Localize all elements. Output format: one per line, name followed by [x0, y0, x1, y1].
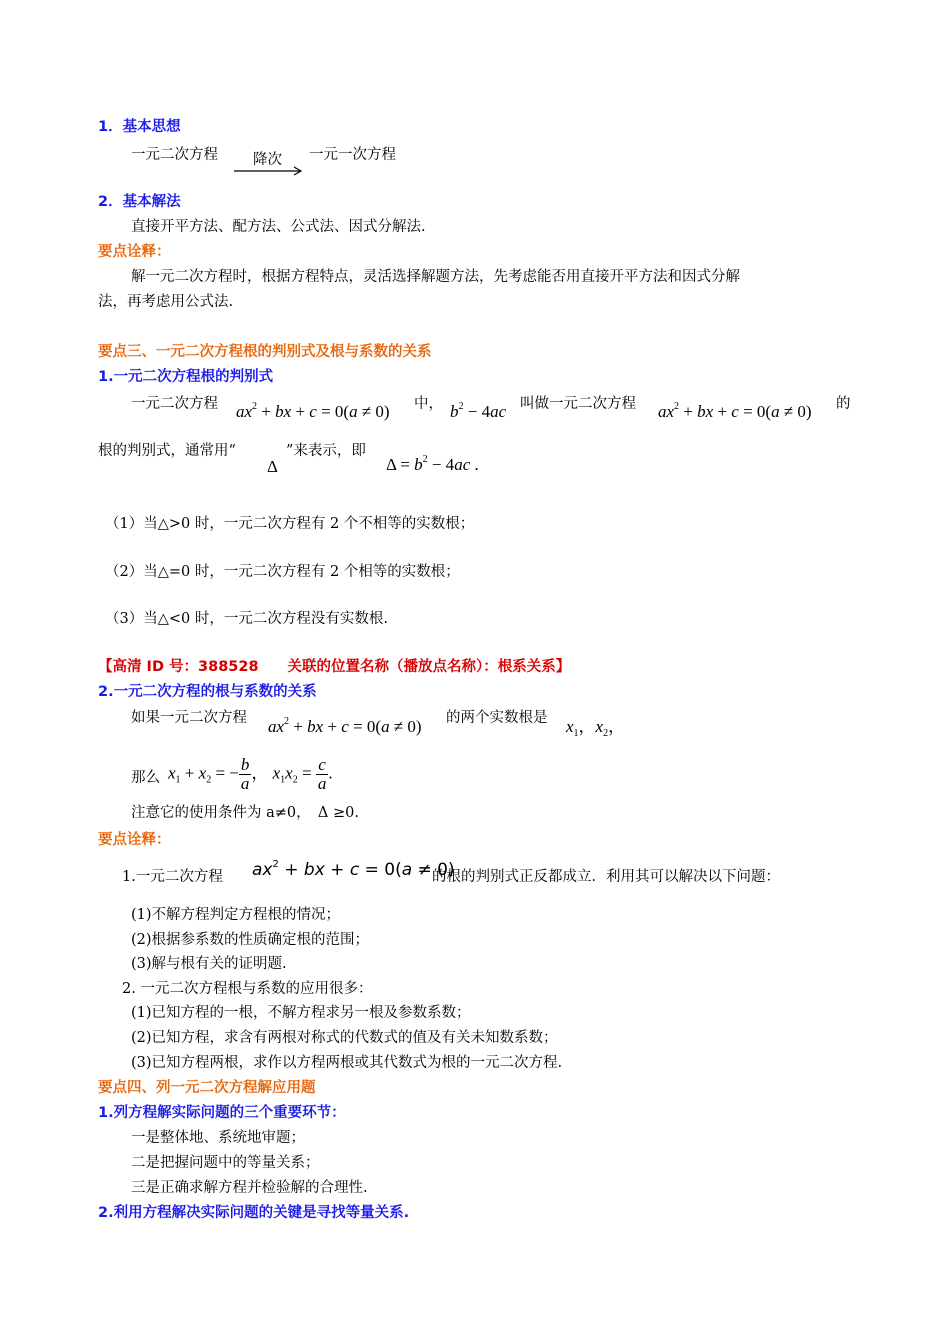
step-2: 二是把握问题中的等量关系；	[131, 1155, 320, 1171]
methods-text: 直接开平方法、配方法、公式法、因式分解法.	[131, 219, 426, 235]
heading-point-four: 要点四、列一元二次方程解应用题	[98, 1080, 316, 1096]
vieta-formulas: $x_1 + x_2$ = − $\frac{b}{a}$ ， $x_1x_2$ = $\frac{c}{a}$ .	[168, 755, 333, 793]
point-2-item-2: (2)已知方程，求含有两根对称式的代数式的值及有关未知数系数；	[131, 1030, 558, 1046]
heading-point-three: 要点三、一元二次方程根的判别式及根与系数的关系	[98, 344, 432, 360]
subheading-key-point: 2.利用方程解决实际问题的关键是寻找等量关系.	[98, 1205, 410, 1221]
note-text-line2: 法，再考虑用公式法.	[98, 294, 234, 310]
step-1: 一是整体地、系统地审题；	[131, 1130, 305, 1146]
equation-delta-def: $\Delta = b^2 - 4ac$ .	[386, 454, 479, 474]
note-text-line1: 解一元二次方程时，根据方程特点，灵活选择解题方法，先考虑能否用直接开平方法和因式分解	[131, 269, 740, 285]
vieta-text-3: 那么	[131, 770, 160, 786]
equation-quadratic: $ax^2$ + bx + c = 0(a ≠ 0)	[236, 401, 390, 421]
disc-text-1: 一元二次方程	[131, 396, 218, 412]
subheading-discriminant: 1.一元二次方程根的判别式	[98, 369, 274, 385]
section-title-basic-methods: 2．基本解法	[98, 194, 181, 210]
case-negative: （3）当△<0 时，一元二次方程没有实数根.	[105, 611, 388, 627]
section-title-basic-idea: 1．基本思想	[98, 119, 181, 135]
subheading-vieta: 2.一元二次方程的根与系数的关系	[98, 684, 317, 700]
point-2-item-1: (1)已知方程的一根，不解方程求另一根及参数系数；	[131, 1005, 471, 1021]
arrow-icon	[234, 166, 306, 178]
hd-id-reference: 【高清 ID 号：388528 关联的位置名称（播放点名称）：根系关系】	[98, 659, 571, 675]
point-2-item-3: (3)已知方程两根，求作以方程两根或其代数式为根的一元二次方程.	[131, 1055, 563, 1071]
point-1-text-a: 1.一元二次方程	[122, 869, 223, 885]
equation-discriminant: $b^2 - 4ac$	[450, 401, 507, 421]
disc-text-3: 叫做一元二次方程	[520, 396, 636, 412]
vieta-condition: 注意它的使用条件为 a≠0， Δ ≥0.	[131, 805, 359, 821]
subheading-three-steps: 1.列方程解实际问题的三个重要环节：	[98, 1105, 346, 1121]
point-1-item-2: (2)根据参系数的性质确定根的范围；	[131, 932, 370, 948]
arrow-label: 降次	[253, 152, 282, 168]
step-3: 三是正确求解方程并检验解的合理性.	[131, 1180, 368, 1196]
equation-quadratic-3: $ax^2$ + bx + c = 0(a ≠ 0)	[268, 716, 422, 736]
note-label: 要点诠释：	[98, 244, 171, 260]
to-label: 一元一次方程	[309, 147, 396, 163]
disc-text-2: 中，	[414, 396, 443, 412]
point-1-text-b: 的根的判别式正反都成立．利用其可以解决以下问题：	[432, 869, 780, 885]
case-positive: （1）当△>0 时，一元二次方程有 2 个不相等的实数根；	[105, 516, 475, 532]
note-label-2: 要点诠释：	[98, 832, 171, 848]
from-label: 一元二次方程	[131, 147, 218, 163]
vieta-text-2: 的两个实数根是	[446, 710, 548, 726]
point-1-item-1: (1)不解方程判定方程根的情况；	[131, 907, 341, 923]
point-1-item-3: (3)解与根有关的证明题.	[131, 956, 287, 972]
equation-quadratic-2: $ax^2$ + bx + c = 0(a ≠ 0)	[658, 401, 812, 421]
disc-text-5: 根的判别式，通常用“	[98, 443, 236, 459]
disc-text-4: 的	[836, 396, 851, 412]
delta-symbol: Δ	[267, 457, 278, 476]
point-2-text: 2. 一元二次方程根与系数的应用很多：	[122, 981, 373, 997]
roots-x1-x2: $x_1$，$x_2$，	[566, 717, 626, 739]
vieta-text-1: 如果一元二次方程	[131, 710, 247, 726]
case-zero: （2）当△=0 时，一元二次方程有 2 个相等的实数根；	[105, 564, 460, 580]
disc-text-6: ”来表示，即	[286, 443, 366, 459]
equation-quadratic-4: $ax^2$ + bx + c = 0(a ≠ 0)	[252, 859, 455, 880]
